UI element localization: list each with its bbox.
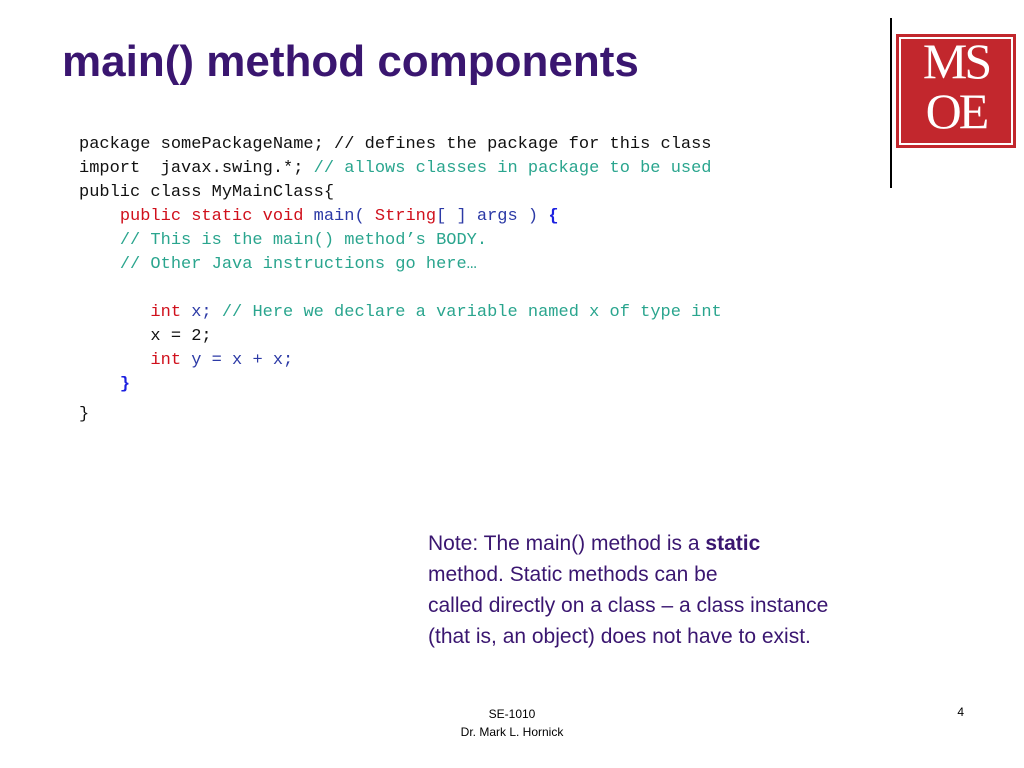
logo-text-top: MS: [922, 33, 990, 89]
code-token: [79, 303, 150, 322]
code-line: [79, 229, 487, 253]
code-line: [79, 133, 712, 157]
code-line: [79, 373, 130, 397]
logo-text-bottom: OE: [925, 83, 987, 139]
note-line-1: [428, 528, 928, 559]
code-token: [79, 231, 120, 250]
note-static-keyword: static: [705, 532, 761, 555]
vertical-divider: [890, 18, 892, 188]
code-token: [79, 255, 120, 274]
code-line: [79, 403, 89, 427]
page-number: 4: [957, 705, 964, 719]
code-token: // Other Java instructions go here…: [119, 255, 477, 274]
slide-title: main() method components: [62, 37, 639, 86]
code-line: [79, 301, 722, 325]
footer-author: Dr. Mark L. Hornick: [460, 725, 564, 739]
note-line-1-text: Note: The main() method is a: [428, 532, 706, 555]
code-token: [ ] args ): [436, 207, 549, 226]
code-token: public class MyMainClass{: [79, 183, 335, 202]
code-token: // This is the main() method’s BODY.: [119, 231, 488, 250]
code-line: [79, 205, 559, 229]
code-token: main(: [313, 207, 375, 226]
code-token: }: [119, 375, 131, 394]
footer: [412, 705, 612, 741]
note-line-4: (that is, an object) does not have to exist.: [428, 625, 811, 648]
code-line: [79, 181, 334, 205]
code-token: x = 2;: [79, 327, 212, 346]
code-line: [79, 325, 212, 349]
code-token: int: [150, 303, 192, 322]
code-token: package somePackageName; // defines the package for this class: [79, 135, 712, 154]
code-line: [79, 253, 477, 277]
code-line: [79, 157, 712, 181]
code-token: int: [150, 351, 192, 370]
code-token: y = x + x;: [191, 351, 294, 370]
note-line-2: method. Static methods can be: [428, 563, 718, 586]
note-line-3: called directly on a class – a class instance: [428, 594, 829, 617]
code-token: // Here we declare a variable named x of type int: [221, 303, 722, 322]
code-token: {: [548, 207, 559, 226]
code-token: String: [374, 207, 437, 226]
code-token: import javax.swing.*;: [79, 159, 314, 178]
msoe-logo: [896, 34, 1016, 148]
footer-course: SE-1010: [488, 707, 536, 721]
code-token: x;: [191, 303, 222, 322]
code-token: // allows classes in package to be used: [313, 159, 712, 178]
code-token: [79, 375, 120, 394]
code-token: [79, 207, 120, 226]
note-text: [428, 528, 928, 652]
code-token: }: [79, 405, 90, 424]
code-line: [79, 349, 293, 373]
code-token: public static void: [119, 207, 314, 226]
code-token: [79, 351, 150, 370]
